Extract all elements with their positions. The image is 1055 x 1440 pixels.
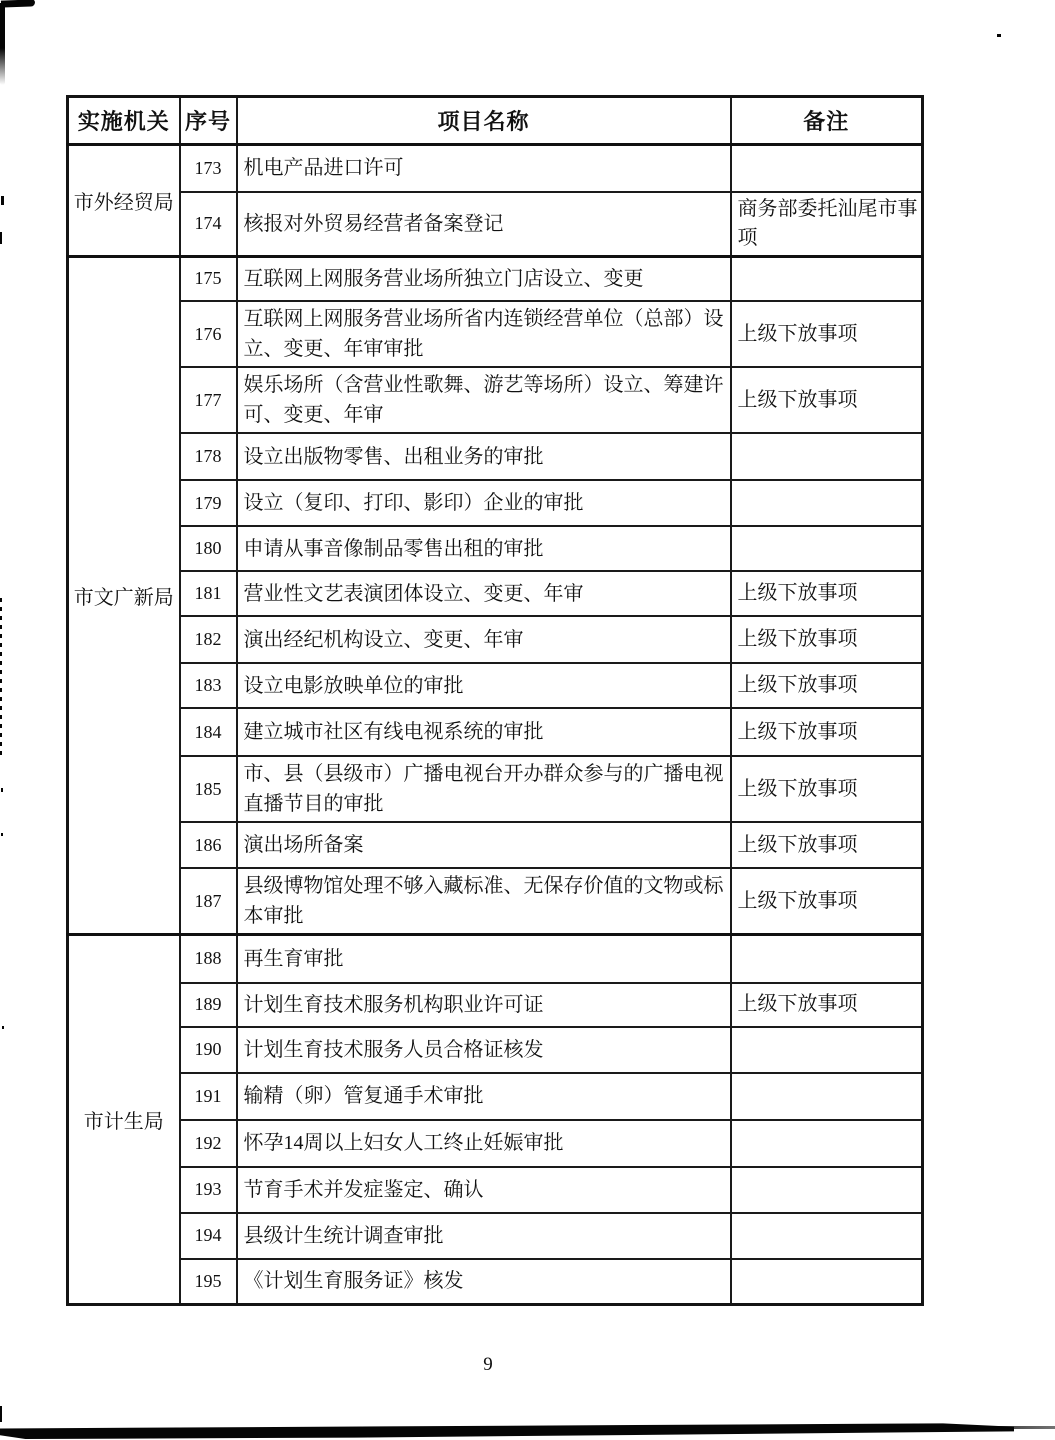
scan-artifact-left-edge-tail <box>0 3 5 85</box>
project-name-cell: 设立出版物零售、出租业务的审批 <box>237 433 731 480</box>
table-row <box>68 301 923 367</box>
scan-artifact-speck <box>1 833 3 836</box>
column-header-agency: 实施机关 <box>68 97 180 145</box>
table-row <box>68 1120 923 1167</box>
remark-cell: 上级下放事项 <box>731 983 923 1027</box>
table-row <box>68 1167 923 1213</box>
serial-cell: 191 <box>180 1073 237 1120</box>
remark-cell: 上级下放事项 <box>731 571 923 616</box>
scan-artifact-speck <box>2 1026 4 1029</box>
scan-artifact-speck <box>997 34 1001 37</box>
remark-cell <box>731 935 923 983</box>
remark-cell: 上级下放事项 <box>731 663 923 708</box>
project-name-cell: 计划生育技术服务人员合格证核发 <box>237 1027 731 1073</box>
project-name-cell: 再生育审批 <box>237 935 731 983</box>
project-name-cell: 互联网上网服务营业场所独立门店设立、变更 <box>237 256 731 301</box>
project-name-cell: 互联网上网服务营业场所省内连锁经营单位（总部）设立、变更、年审审批 <box>237 301 731 367</box>
agency-cell: 市文广新局 <box>68 256 180 935</box>
serial-cell: 180 <box>180 526 237 571</box>
serial-cell: 195 <box>180 1259 237 1305</box>
table-row <box>68 526 923 571</box>
table-row <box>68 756 923 822</box>
serial-cell: 186 <box>180 822 237 868</box>
table-row <box>68 256 923 301</box>
remark-cell: 上级下放事项 <box>731 868 923 935</box>
remark-cell: 上级下放事项 <box>731 367 923 433</box>
scan-artifact-speck <box>0 1406 2 1422</box>
serial-cell: 182 <box>180 616 237 663</box>
scan-artifact-bottom-band-tail <box>930 1426 1055 1429</box>
project-name-cell: 县级博物馆处理不够入藏标准、无保存价值的文物或标本审批 <box>237 868 731 935</box>
column-header-remark: 备注 <box>731 97 923 145</box>
project-name-cell: 申请从事音像制品零售出租的审批 <box>237 526 731 571</box>
serial-cell: 181 <box>180 571 237 616</box>
table-row <box>68 983 923 1027</box>
project-name-cell: 核报对外贸易经营者备案登记 <box>237 192 731 257</box>
serial-cell: 190 <box>180 1027 237 1073</box>
serial-cell: 192 <box>180 1120 237 1167</box>
header-row <box>68 97 923 145</box>
remark-cell <box>731 1213 923 1259</box>
serial-cell: 178 <box>180 433 237 480</box>
project-name-cell: 怀孕14周以上妇女人工终止妊娠审批 <box>237 1120 731 1167</box>
serial-cell: 189 <box>180 983 237 1027</box>
serial-cell: 176 <box>180 301 237 367</box>
project-name-cell: 营业性文艺表演团体设立、变更、年审 <box>237 571 731 616</box>
table-row <box>68 192 923 257</box>
serial-cell: 184 <box>180 708 237 756</box>
remark-cell <box>731 1073 923 1120</box>
serial-cell: 194 <box>180 1213 237 1259</box>
agency-cell: 市外经贸局 <box>68 145 180 257</box>
page-number: 9 <box>483 1354 493 1375</box>
project-name-cell: 计划生育技术服务机构职业许可证 <box>237 983 731 1027</box>
serial-cell: 183 <box>180 663 237 708</box>
remark-cell <box>731 480 923 526</box>
table-row <box>68 1073 923 1120</box>
table-row <box>68 1213 923 1259</box>
serial-cell: 188 <box>180 935 237 983</box>
column-header-project-name: 项目名称 <box>237 97 731 145</box>
scan-artifact-speck <box>1 196 4 205</box>
column-header-serial: 序号 <box>180 97 237 145</box>
project-name-cell: 演出经纪机构设立、变更、年审 <box>237 616 731 663</box>
remark-cell <box>731 433 923 480</box>
remark-cell: 上级下放事项 <box>731 822 923 868</box>
table-row <box>68 145 923 192</box>
project-name-cell: 县级计生统计调查审批 <box>237 1213 731 1259</box>
project-name-cell: 设立电影放映单位的审批 <box>237 663 731 708</box>
scan-artifact-speck <box>0 232 2 244</box>
remark-cell: 上级下放事项 <box>731 756 923 822</box>
remark-cell <box>731 1167 923 1213</box>
project-name-cell: 设立（复印、打印、影印）企业的审批 <box>237 480 731 526</box>
table-row <box>68 433 923 480</box>
project-name-cell: 演出场所备案 <box>237 822 731 868</box>
project-name-cell: 建立城市社区有线电视系统的审批 <box>237 708 731 756</box>
table-row <box>68 708 923 756</box>
table-row <box>68 1259 923 1305</box>
table-row <box>68 868 923 935</box>
project-name-cell: 输精（卵）管复通手术审批 <box>237 1073 731 1120</box>
project-name-cell: 市、县（县级市）广播电视台开办群众参与的广播电视直播节目的审批 <box>237 756 731 822</box>
scan-artifact-top-left-corner <box>1 0 35 8</box>
scan-artifact-left-edge-dashes <box>0 598 2 756</box>
table-row <box>68 616 923 663</box>
remark-cell <box>731 145 923 192</box>
remark-cell <box>731 1259 923 1305</box>
serial-cell: 174 <box>180 192 237 257</box>
table-row <box>68 480 923 526</box>
serial-cell: 179 <box>180 480 237 526</box>
remark-cell: 上级下放事项 <box>731 301 923 367</box>
remark-cell <box>731 1120 923 1167</box>
serial-cell: 173 <box>180 145 237 192</box>
table-row <box>68 935 923 983</box>
project-name-cell: 节育手术并发症鉴定、确认 <box>237 1167 731 1213</box>
table-row <box>68 822 923 868</box>
serial-cell: 175 <box>180 256 237 301</box>
remark-cell: 上级下放事项 <box>731 708 923 756</box>
project-name-cell: 机电产品进口许可 <box>237 145 731 192</box>
remark-cell <box>731 526 923 571</box>
scan-artifact-bottom-band <box>0 1422 1014 1439</box>
project-name-cell: 《计划生育服务证》核发 <box>237 1259 731 1305</box>
serial-cell: 177 <box>180 367 237 433</box>
remark-cell: 商务部委托汕尾市事项 <box>731 192 923 257</box>
table-row <box>68 367 923 433</box>
project-name-cell: 娱乐场所（含营业性歌舞、游艺等场所）设立、筹建许可、变更、年审 <box>237 367 731 433</box>
approval-items-table <box>66 95 924 1306</box>
remark-cell <box>731 256 923 301</box>
scan-artifact-speck <box>1 788 3 792</box>
table-row <box>68 571 923 616</box>
remark-cell <box>731 1027 923 1073</box>
serial-cell: 185 <box>180 756 237 822</box>
table-row <box>68 663 923 708</box>
remark-cell: 上级下放事项 <box>731 616 923 663</box>
serial-cell: 187 <box>180 868 237 935</box>
agency-cell: 市计生局 <box>68 935 180 1305</box>
table-row <box>68 1027 923 1073</box>
serial-cell: 193 <box>180 1167 237 1213</box>
